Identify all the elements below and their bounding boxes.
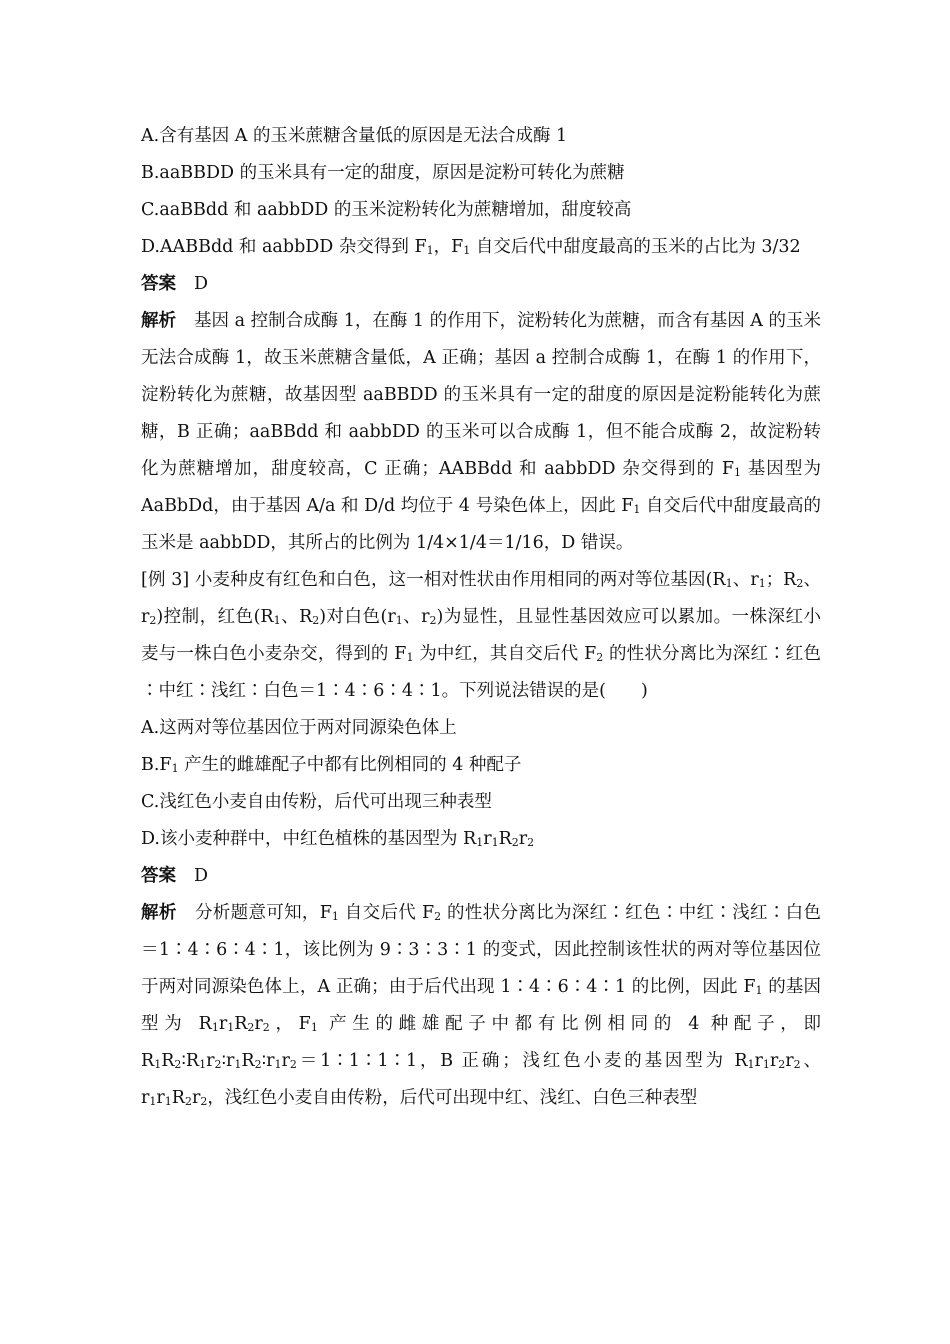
answer-line xyxy=(141,266,821,303)
example-3-stem: [例 3] 小麦种皮有红色和白色，这一相对性状由作用相同的两对等位基因($R_1$、$r_1$；$R_2$、$r_2$)控制，红色($R_1$、$R_2$)对白色($r_1$、$r_2$)为显性，且显性基因效应可以累加。一株深红小麦与一株白色小麦杂交，得到的 $F_1$ 为中红，其自交后代 $F_2$ 的性状分离比为深红∶红色∶中红∶浅红∶白色＝1∶4∶6∶4∶1。下列说法错误的是( ) xyxy=(141,570,821,701)
example-3-option-b: $B.F_1$ 产生的雌雄配子中都有比例相同的 4 种配子 xyxy=(141,755,522,775)
example-3-option-a: A.这两对等位基因位于两对同源染色体上 xyxy=(141,718,457,738)
example-3-answer-line xyxy=(141,858,821,895)
option-d: D.AABBdd 和 aabbDD 杂交得到 $F_1$，$F_1$ 自交后代中甜度最高的玉米的占比为 3/32 xyxy=(141,237,801,257)
document-page xyxy=(141,118,821,1117)
example-3-option-d: D.该小麦种群中，中红色植株的基因型为 $R_1r_1R_2r_2$ xyxy=(141,829,535,849)
example-label: [例 3] xyxy=(141,570,190,590)
answer-label: 答案 xyxy=(141,274,176,294)
option-a: A.含有基因 A 的玉米蔗糖含量低的原因是无法合成酶 1 xyxy=(141,126,568,146)
option-b: B.aaBBDD 的玉米具有一定的甜度，原因是淀粉可转化为蔗糖 xyxy=(141,163,625,183)
option-c: C.aaBBdd 和 aabbDD 的玉米淀粉转化为蔗糖增加，甜度较高 xyxy=(141,200,632,220)
analysis-label: 解析 xyxy=(141,903,177,923)
example-3-option-c: C.浅红色小麦自由传粉，后代可出现三种表型 xyxy=(141,792,492,812)
answer-value: D xyxy=(194,866,209,886)
answer-label: 答案 xyxy=(141,866,176,886)
example-3-analysis-paragraph: 解析 分析题意可知，$F_1$ 自交后代 $F_2$ 的性状分离比为深红∶红色∶中红∶浅红∶白色＝1∶4∶6∶4∶1，该比例为 9∶3∶3∶1 的变式，因此控制该性状的两对等位基因位于两对同源染色体上，A 正确；由于后代出现 1∶4∶6∶4∶1 的比例，因此 $F_1$ 的基因型为 $R_1r_1R_2r_2$，$F_1$ 产生的雌雄配子中都有比例相同的 4 种配子，即 $R_1R_2∶R_1r_2∶r_1R_2∶r_1r_2=1∶1∶1∶1$，B 正确；浅红色小麦的基因型为 $R_1r_1r_2r_2$、$r_1r_1R_2r_2$，浅红色小麦自由传粉，后代可出现中红、浅红、白色三种表型 xyxy=(141,903,821,1108)
answer-value: D xyxy=(194,274,209,294)
analysis-label: 解析 xyxy=(141,311,177,331)
analysis-paragraph: 解析 基因 a 控制合成酶 1，在酶 1 的作用下，淀粉转化为蔗糖，而含有基因 A 的玉米无法合成酶 1，故玉米蔗糖含量低，A 正确；基因 a 控制合成酶 1，在酶 1 的作用下，淀粉转化为蔗糖，故基因型 aaBBDD 的玉米具有一定的甜度的原因是淀粉能转化为蔗糖，B 正确；aaBBdd 和 aabbDD 的玉米可以合成酶 1，但不能合成酶 2，故淀粉转化为蔗糖增加，甜度较高，C 正确；AABBdd 和 aabbDD 杂交得到的 $F_1$ 基因型为 AaBbDd，由于基因 A/a 和 D/d 均位于 4 号染色体上，因此 $F_1$ 自交后代中甜度最高的玉米是 aabbDD，其所占的比例为 1/4×1/4＝1/16，D 错误。 xyxy=(141,311,821,553)
